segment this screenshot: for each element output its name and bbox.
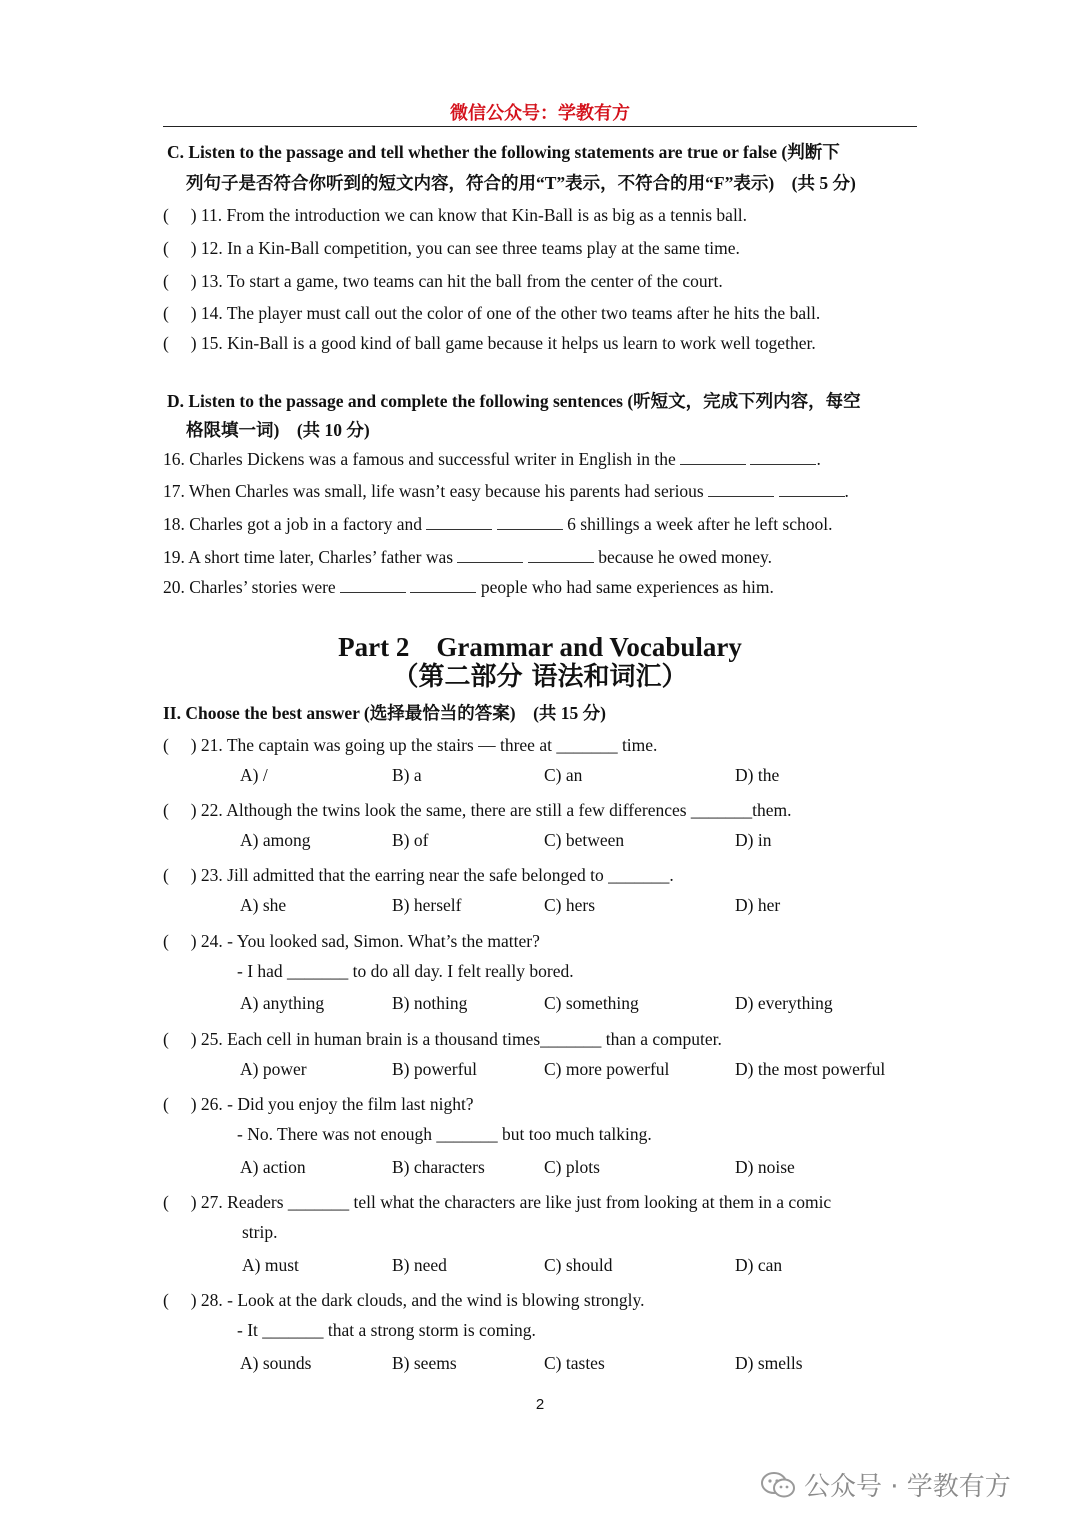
question-20-text: 20. Charles’ stories were [163, 577, 336, 597]
option-d: D) the most powerful [735, 1059, 886, 1079]
question-23: ( ) 23. Jill admitted that the earring near the safe belonged to _______. [163, 865, 674, 885]
question-14: ( ) 14. The player must call out the color of one of the other two teams after he hits the ball. [163, 303, 821, 323]
option-c: C) hers [544, 895, 596, 915]
wechat-icon [760, 1471, 796, 1499]
question-11: ( ) 11. From the introduction we can know that Kin-Ball is as big as a tennis ball. [163, 205, 748, 225]
option-a: A) among [240, 830, 311, 850]
part-2-subtitle: （第二部分 语法和词汇） [392, 662, 688, 692]
option-b: B) herself [392, 895, 462, 915]
question-19-end: because he owed money. [598, 547, 772, 567]
option-a: A) / [240, 765, 268, 785]
option-b: B) seems [392, 1353, 457, 1373]
question-27-continued: strip. [242, 1222, 278, 1242]
question-28: ( ) 28. - Look at the dark clouds, and the wind is blowing strongly. [163, 1290, 645, 1310]
question-16-end: . [816, 449, 821, 469]
answer-blank[interactable] [340, 578, 406, 593]
question-17-text: 17. When Charles was small, life wasn’t easy because his parents had serious [163, 481, 704, 501]
question-21: ( ) 21. The captain was going up the stairs — three at _______ time. [163, 735, 658, 755]
question-18-end: 6 shillings a week after he left school. [567, 514, 833, 534]
answer-blank[interactable] [680, 450, 746, 465]
wechat-watermark [760, 1466, 1011, 1503]
option-c: C) tastes [544, 1353, 605, 1373]
option-b: B) need [392, 1255, 447, 1275]
option-d: D) smells [735, 1353, 803, 1373]
option-c: C) an [544, 765, 583, 785]
option-d: D) the [735, 765, 780, 785]
answer-blank[interactable] [708, 482, 774, 497]
question-18-text: 18. Charles got a job in a factory and [163, 514, 423, 534]
option-b: B) characters [392, 1157, 485, 1177]
question-22: ( ) 22. Although the twins look the same, there are still a few differences _______them. [163, 800, 792, 820]
question-16 [163, 449, 821, 470]
question-20-end: people who had same experiences as him. [480, 577, 774, 597]
option-c: C) should [544, 1255, 613, 1275]
option-d: D) everything [735, 993, 833, 1013]
answer-blank[interactable] [457, 548, 523, 563]
question-24: ( ) 24. - You looked sad, Simon. What’s the matter? [163, 931, 540, 951]
answer-blank[interactable] [426, 515, 492, 530]
option-d: D) noise [735, 1157, 795, 1177]
answer-blank[interactable] [779, 482, 845, 497]
question-19-text: 19. A short time later, Charles’ father was [163, 547, 454, 567]
answer-blank[interactable] [528, 548, 594, 563]
question-26: ( ) 26. - Did you enjoy the film last night? [163, 1094, 474, 1114]
question-16-text: 16. Charles Dickens was a famous and successful writer in English in the [163, 449, 676, 469]
section-d-title-line1: D. Listen to the passage and complete the following sentences (听短文，完成下列内容，每空 [167, 391, 861, 411]
question-19 [163, 547, 772, 568]
part-2-title: Part 2 Grammar and Vocabulary [338, 632, 742, 662]
option-b: B) of [392, 830, 429, 850]
answer-blank[interactable] [410, 578, 476, 593]
option-a: A) power [240, 1059, 307, 1079]
question-26-reply: - No. There was not enough _______ but too much talking. [237, 1124, 652, 1144]
section-ii-title: II. Choose the best answer (选择最恰当的答案) (共 15 分) [163, 703, 606, 723]
question-13: ( ) 13. To start a game, two teams can hit the ball from the center of the court. [163, 271, 723, 291]
question-20 [163, 577, 774, 598]
question-25: ( ) 25. Each cell in human brain is a thousand times_______ than a computer. [163, 1029, 722, 1049]
question-17 [163, 481, 849, 502]
option-d: D) her [735, 895, 781, 915]
option-d: D) in [735, 830, 772, 850]
answer-blank[interactable] [497, 515, 563, 530]
watermark-text: 公众号 · 学教有方 [804, 1472, 1011, 1502]
question-18 [163, 514, 833, 535]
option-a: A) must [242, 1255, 299, 1275]
question-12: ( ) 12. In a Kin-Ball competition, you can see three teams play at the same time. [163, 238, 740, 258]
header-watermark-text: 微信公众号：学教有方 [450, 103, 630, 124]
answer-blank[interactable] [750, 450, 816, 465]
option-b: B) a [392, 765, 422, 785]
section-c-title-line1: C. Listen to the passage and tell whether the following statements are true or false (判断下 [167, 142, 840, 162]
option-c: C) more powerful [544, 1059, 670, 1079]
option-b: B) powerful [392, 1059, 478, 1079]
question-24-reply: - I had _______ to do all day. I felt really bored. [237, 961, 574, 981]
question-27: ( ) 27. Readers _______ tell what the characters are like just from looking at them in a comic [163, 1192, 832, 1212]
section-c-title-line2: 列句子是否符合你听到的短文内容，符合的用“T”表示，不符合的用“F”表示) (共 5 分) [186, 173, 856, 193]
option-a: A) action [240, 1157, 306, 1177]
option-b: B) nothing [392, 993, 468, 1013]
question-17-end: . [844, 481, 849, 501]
option-a: A) anything [240, 993, 325, 1013]
option-a: A) sounds [240, 1353, 312, 1373]
option-c: C) plots [544, 1157, 600, 1177]
option-c: C) between [544, 830, 625, 850]
option-c: C) something [544, 993, 639, 1013]
section-d-title-line2: 格限填一词) (共 10 分) [186, 420, 370, 440]
header-rule [163, 126, 917, 127]
question-15: ( ) 15. Kin-Ball is a good kind of ball game because it helps us learn to work well together. [163, 333, 816, 353]
option-d: D) can [735, 1255, 783, 1275]
question-28-reply: - It _______ that a strong storm is coming. [237, 1320, 536, 1340]
option-a: A) she [240, 895, 287, 915]
page-number: 2 [535, 1396, 545, 1413]
